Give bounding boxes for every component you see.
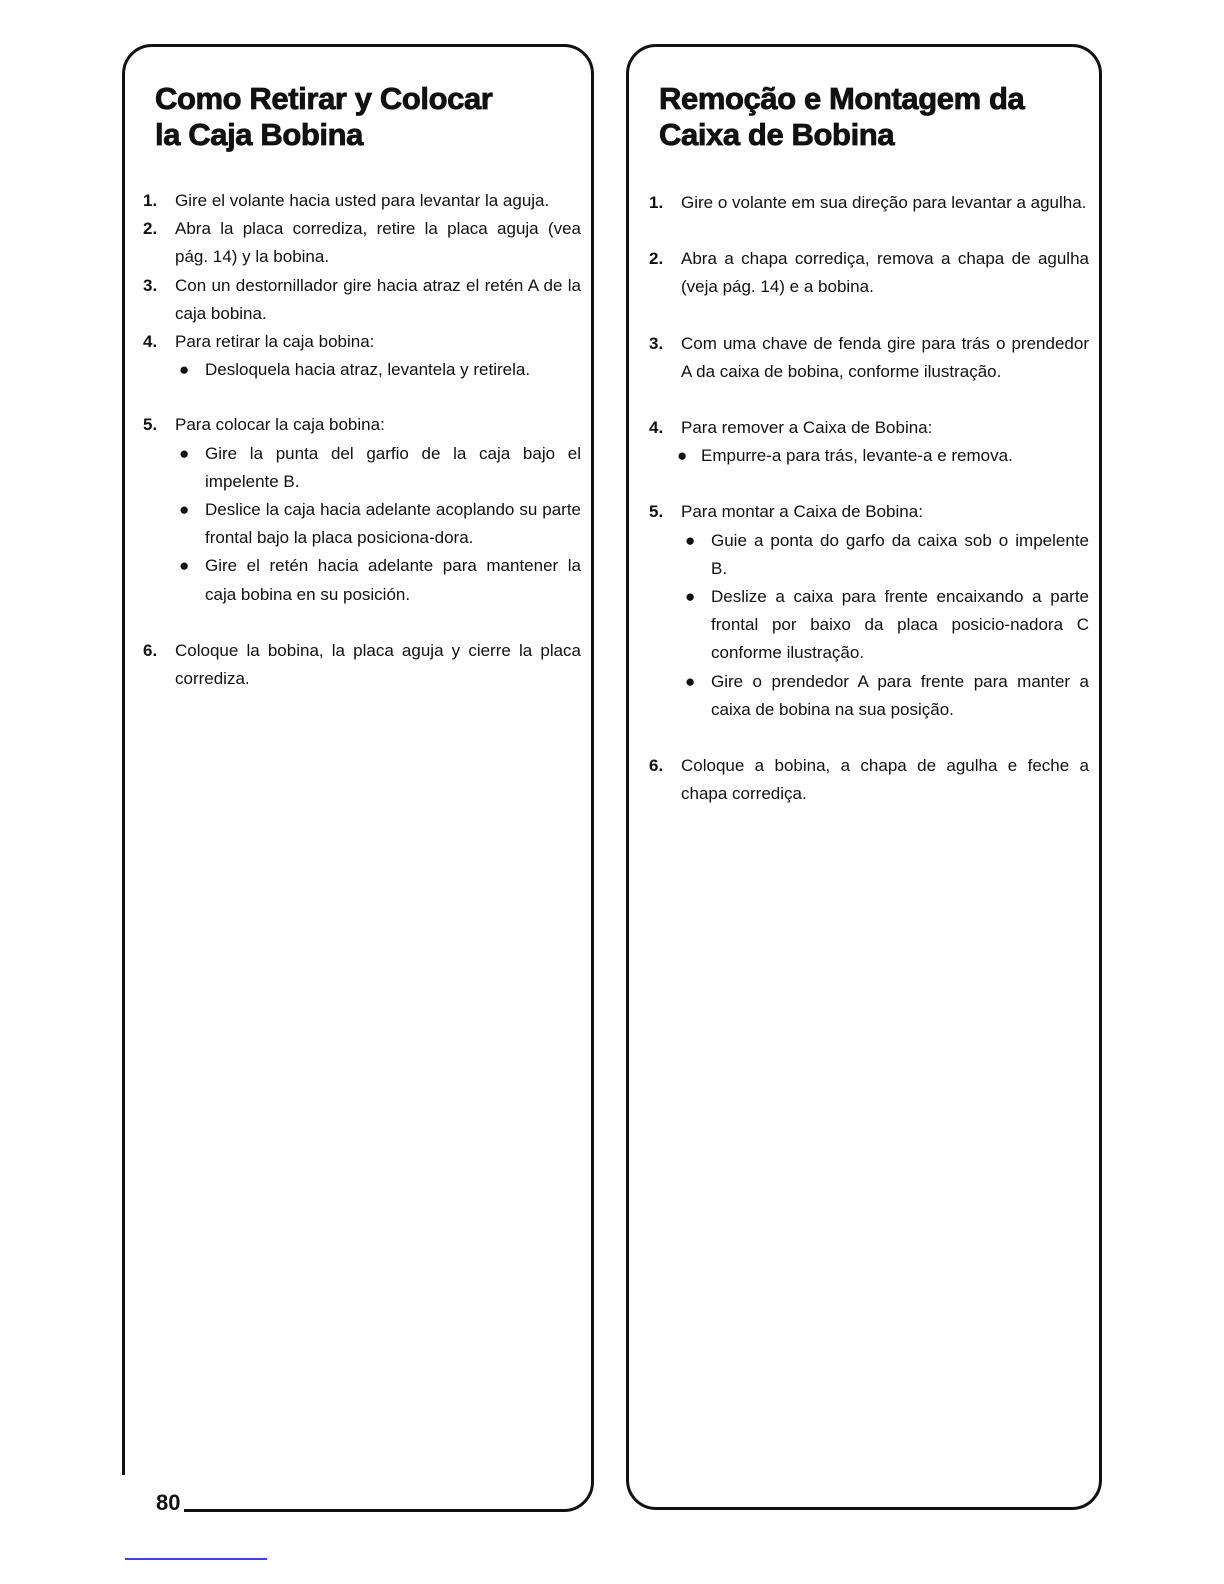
step-number: 6.	[143, 640, 158, 660]
step-number: 2.	[143, 219, 158, 239]
step-text: Gire el volante hacia usted para levantar la aguja.	[175, 191, 550, 210]
portuguese-title-line2: Caixa de Bobina	[659, 117, 895, 152]
step-number: 5.	[143, 415, 158, 435]
page-number: 80	[152, 1490, 184, 1516]
step-number: 3.	[143, 275, 158, 295]
step	[649, 330, 1089, 386]
step-text: Com uma chave de fenda gire para trás o prendedor A da caixa de bobina, conforme ilustração.	[681, 333, 1089, 381]
portuguese-steps	[649, 189, 1089, 808]
spanish-column	[122, 44, 594, 1512]
step	[143, 272, 581, 328]
spanish-title	[155, 81, 492, 153]
sub-list	[175, 356, 581, 384]
spanish-title-line2: la Caja Bobina	[155, 117, 364, 152]
sub-text: Gire la punta del garfio de la caja bajo el impelente B.	[205, 443, 581, 491]
step-number: 4.	[143, 332, 158, 352]
portuguese-title-line1: Remoção e Montagem da	[659, 81, 1025, 116]
portuguese-title	[659, 81, 1024, 153]
bullet-icon: ●	[179, 443, 190, 463]
bullet-icon: ●	[685, 530, 696, 550]
step	[649, 414, 1089, 470]
step-text: Abra la placa corrediza, retire la placa aguja (vea pág. 14) y la bobina.	[175, 219, 581, 267]
step-text: Para montar a Caixa de Bobina:	[681, 502, 923, 522]
step-text: Para remover a Caixa de Bobina:	[681, 418, 933, 438]
sub-text: Deslize a caixa para frente encaixando a parte frontal por baixo da placa posicio-nadora C conforme ilustração.	[711, 587, 1089, 663]
sub-item	[175, 496, 581, 552]
portuguese-column	[626, 44, 1102, 1510]
step	[649, 498, 1089, 724]
step-text: Con un destornillador gire hacia atraz el retén A de la caja bobina.	[175, 275, 581, 323]
sub-item	[681, 583, 1089, 668]
sub-list	[677, 442, 1089, 470]
bullet-icon: ●	[677, 446, 688, 466]
sub-item	[681, 668, 1089, 724]
step-text: Abra a chapa corrediça, remova a chapa de agulha (veja pág. 14) e a bobina.	[681, 249, 1089, 297]
step-text: Para retirar la caja bobina:	[175, 332, 375, 352]
sub-text: Deslice la caja hacia adelante acoplando su parte frontal bajo la placa posiciona-dora.	[205, 500, 581, 548]
step-text: Para colocar la caja bobina:	[175, 415, 385, 435]
sub-item	[175, 356, 581, 384]
step-number: 1.	[143, 191, 158, 210]
step	[143, 411, 581, 608]
step-number: 4.	[649, 418, 664, 438]
sub-text: Desloquela hacia atraz, levantela y retirela.	[205, 360, 531, 380]
step-number: 3.	[649, 333, 664, 353]
step-text: Gire o volante em sua direção para levantar a agulha.	[681, 193, 1087, 212]
bullet-icon: ●	[179, 556, 190, 576]
step	[649, 189, 1089, 217]
step-number: 1.	[649, 193, 664, 212]
step-number: 5.	[649, 502, 664, 522]
step	[143, 328, 581, 384]
sub-item	[175, 440, 581, 496]
step	[649, 245, 1089, 301]
spanish-title-line1: Como Retirar y Colocar	[155, 81, 493, 116]
sub-list	[681, 527, 1089, 724]
sub-text: Gire el retén hacia adelante para mantener la caja bobina en su posición.	[205, 556, 581, 604]
sub-text: Gire o prendedor A para frente para manter a caixa de bobina na sua posição.	[711, 671, 1089, 719]
sub-text: Guie a ponta do garfo da caixa sob o impelente B.	[711, 530, 1089, 578]
sub-text: Empurre-a para trás, levante-a e remova.	[701, 446, 1013, 466]
spanish-steps	[143, 187, 581, 693]
step	[143, 637, 581, 693]
bullet-icon: ●	[179, 500, 190, 520]
step	[649, 752, 1089, 808]
footer-rule	[125, 1558, 267, 1560]
step	[143, 215, 581, 271]
sub-item	[677, 442, 1089, 470]
step-number: 2.	[649, 249, 664, 269]
step-text: Coloque la bobina, la placa aguja y cierre la placa corrediza.	[175, 640, 581, 689]
sub-list	[175, 440, 581, 609]
step	[143, 187, 581, 215]
bullet-icon: ●	[685, 671, 696, 691]
sub-item	[175, 552, 581, 608]
step-number: 6.	[649, 756, 664, 776]
bullet-icon: ●	[685, 587, 696, 607]
sub-item	[681, 527, 1089, 583]
bullet-icon: ●	[179, 360, 190, 380]
step-text: Coloque a bobina, a chapa de agulha e feche a chapa corrediça.	[681, 756, 1089, 804]
